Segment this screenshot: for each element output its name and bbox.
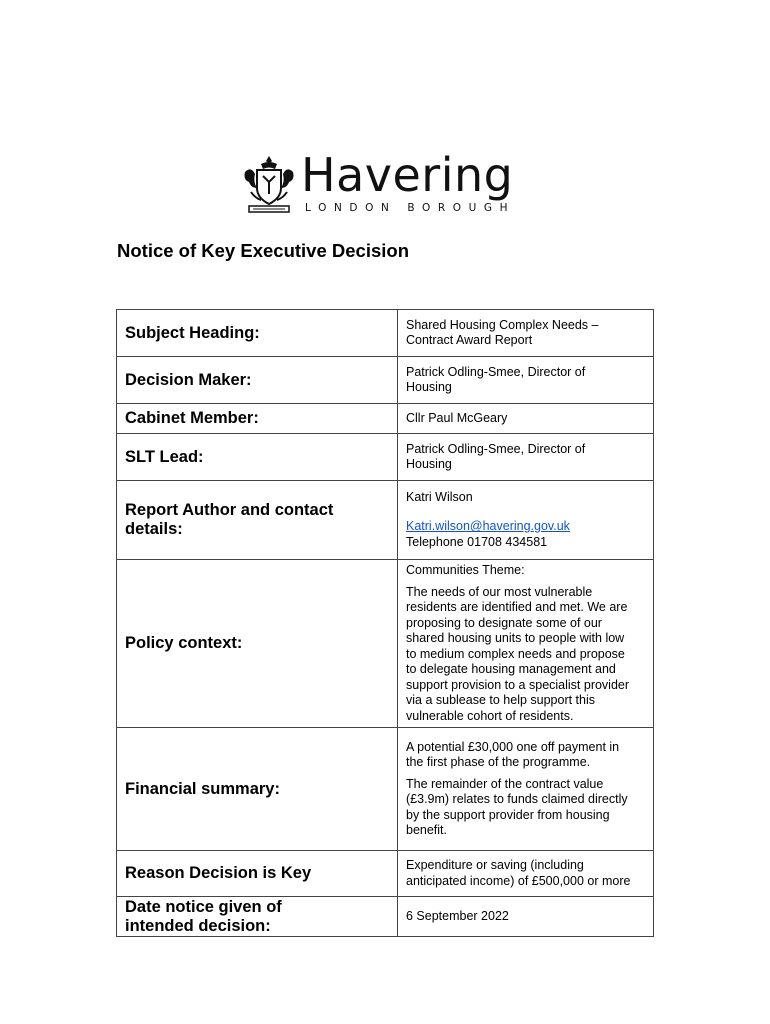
havering-logo bbox=[243, 148, 523, 218]
subject-value-line2: Contract Award Report bbox=[406, 333, 533, 347]
decision-maker-value bbox=[398, 357, 654, 404]
date-notice-label-line2: intended decision: bbox=[125, 916, 271, 935]
financial-line: benefit. bbox=[406, 823, 448, 837]
policy-line: The needs of our most vulnerable bbox=[406, 584, 593, 599]
financial-line: by the support provider from housing bbox=[406, 807, 610, 822]
decision-maker-line2: Housing bbox=[406, 380, 452, 394]
report-author-label-line2: details: bbox=[125, 520, 183, 538]
financial-line: A potential £30,000 one off payment in bbox=[406, 739, 620, 754]
policy-line: support provision to a specialist provider bbox=[406, 677, 630, 692]
cabinet-member-label: Cabinet Member: bbox=[117, 404, 398, 434]
document-title: Notice of Key Executive Decision bbox=[117, 240, 409, 261]
date-notice-label bbox=[117, 897, 398, 937]
policy-theme: Communities Theme: bbox=[406, 563, 525, 577]
policy-context-value bbox=[398, 560, 654, 728]
policy-line: residents are identified and met. We are bbox=[406, 600, 628, 614]
subject-value bbox=[398, 310, 654, 357]
date-notice-value: 6 September 2022 bbox=[398, 897, 654, 937]
policy-line: to delegate housing management and bbox=[406, 662, 616, 676]
author-telephone: Telephone 01708 434581 bbox=[406, 534, 548, 549]
row-cabinet-member bbox=[117, 404, 654, 434]
decision-maker-line1: Patrick Odling-Smee, Director of bbox=[406, 364, 586, 379]
financial-line: (£3.9m) relates to funds claimed directly bbox=[406, 792, 628, 806]
report-author-value bbox=[398, 481, 654, 560]
policy-line: vulnerable cohort of residents. bbox=[406, 708, 574, 723]
policy-context-label: Policy context: bbox=[117, 560, 398, 728]
decision-table bbox=[116, 309, 654, 937]
reason-key-label: Reason Decision is Key bbox=[117, 851, 398, 897]
policy-line: via a sublease to help support this bbox=[406, 693, 596, 707]
row-decision-maker bbox=[117, 357, 654, 404]
reason-key-value bbox=[398, 851, 654, 897]
financial-para-2 bbox=[406, 777, 645, 839]
financial-summary-value bbox=[398, 728, 654, 851]
reason-key-line1: Expenditure or saving (including bbox=[406, 858, 584, 872]
policy-text bbox=[406, 585, 645, 725]
financial-summary-label: Financial summary: bbox=[117, 728, 398, 851]
row-policy-context bbox=[117, 560, 654, 728]
financial-line: The remainder of the contract value bbox=[406, 776, 604, 791]
date-notice-label-line1: Date notice given of bbox=[125, 897, 282, 916]
row-report-author bbox=[117, 481, 654, 560]
policy-line: proposing to designate some of our bbox=[406, 615, 602, 630]
row-reason-key bbox=[117, 851, 654, 897]
crest-icon bbox=[243, 154, 295, 216]
reason-key-line2: anticipated income) of £500,000 or more bbox=[406, 873, 631, 888]
slt-lead-label: SLT Lead: bbox=[117, 434, 398, 481]
row-slt-lead bbox=[117, 434, 654, 481]
policy-line: shared housing units to people with low bbox=[406, 631, 625, 645]
policy-line: to medium complex needs and propose bbox=[406, 646, 625, 661]
author-email-link[interactable]: Katri.wilson@havering.gov.uk bbox=[406, 519, 570, 534]
logo-wordmark: Havering bbox=[301, 148, 514, 202]
slt-lead-line2: Housing bbox=[406, 457, 452, 471]
slt-lead-value bbox=[398, 434, 654, 481]
row-financial-summary bbox=[117, 728, 654, 851]
financial-line: the first phase of the programme. bbox=[406, 755, 591, 769]
report-author-label-line1: Report Author and contact bbox=[125, 501, 334, 519]
author-name: Katri Wilson bbox=[406, 489, 473, 504]
financial-para-1 bbox=[406, 740, 645, 771]
row-subject bbox=[117, 310, 654, 357]
decision-maker-label: Decision Maker: bbox=[117, 357, 398, 404]
logo-subtitle: LONDON BOROUGH bbox=[305, 202, 516, 214]
cabinet-member-value: Cllr Paul McGeary bbox=[398, 404, 654, 434]
slt-lead-line1: Patrick Odling-Smee, Director of bbox=[406, 441, 586, 456]
subject-value-line1: Shared Housing Complex Needs – bbox=[406, 317, 599, 332]
row-date-notice bbox=[117, 897, 654, 937]
subject-label: Subject Heading: bbox=[117, 310, 398, 357]
report-author-label bbox=[117, 481, 398, 560]
